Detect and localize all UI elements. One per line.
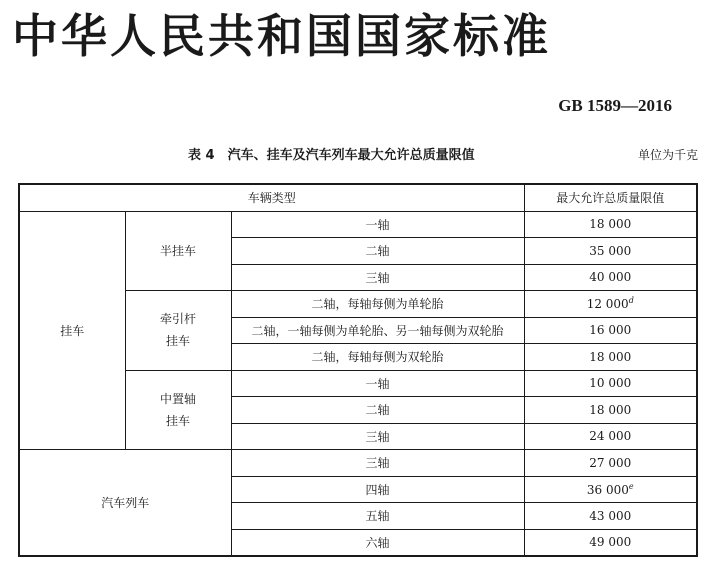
table-row [19, 211, 697, 238]
drawbar-label-line1: 牵引杆 [159, 312, 196, 327]
table-caption: 表 4 汽车、挂车及汽车列车最大允许总质量限值 [188, 148, 475, 163]
axle-cell: 二轴，每轴每侧为单轮胎 [231, 291, 524, 318]
standard-title: 中华人民共和国国家标准 [12, 9, 551, 63]
limit-value: 36 000 [586, 482, 629, 497]
limit-cell [524, 476, 697, 503]
footnote-mark: e [628, 481, 634, 491]
axle-cell: 二轴 [231, 238, 524, 265]
axle-cell: 一轴 [231, 370, 524, 397]
center-label-line1: 中置轴 [159, 391, 196, 406]
axle-cell: 一轴 [231, 211, 524, 238]
axle-cell: 二轴，每轴每侧为双轮胎 [231, 344, 524, 371]
limit-cell: 43 000 [524, 503, 697, 530]
limit-cell: 10 000 [524, 370, 697, 397]
limit-cell: 18 000 [524, 397, 697, 424]
subcategory-semi-trailer: 半挂车 [125, 211, 231, 291]
limit-cell: 49 000 [524, 529, 697, 556]
limit-cell: 40 000 [524, 264, 697, 291]
mass-limit-table [18, 183, 698, 557]
center-label-line2: 挂车 [165, 413, 190, 428]
limit-cell: 35 000 [524, 238, 697, 265]
table-unit: 单位为千克 [637, 148, 698, 162]
header-mass-limit: 最大允许总质量限值 [524, 184, 697, 211]
standard-number: GB 1589—2016 [558, 96, 672, 115]
axle-cell: 二轴，一轴每侧为单轮胎、另一轴每侧为双轮胎 [231, 317, 524, 344]
limit-cell: 16 000 [524, 317, 697, 344]
drawbar-label-line2: 挂车 [165, 334, 190, 349]
axle-cell: 五轴 [231, 503, 524, 530]
axle-cell: 三轴 [231, 264, 524, 291]
axle-cell: 六轴 [231, 529, 524, 556]
limit-cell: 24 000 [524, 423, 697, 450]
footnote-mark: d [628, 296, 634, 306]
axle-cell: 四轴 [231, 476, 524, 503]
limit-cell: 18 000 [524, 211, 697, 238]
limit-cell [524, 291, 697, 318]
axle-cell: 二轴 [231, 397, 524, 424]
header-vehicle-type: 车辆类型 [19, 184, 524, 211]
table-header-row [19, 184, 697, 211]
axle-cell: 三轴 [231, 450, 524, 477]
limit-value: 12 000 [586, 297, 629, 312]
table-row [19, 450, 697, 477]
axle-cell: 三轴 [231, 423, 524, 450]
subcategory-center-axle-trailer [125, 370, 231, 450]
limit-cell: 18 000 [524, 344, 697, 371]
limit-cell: 27 000 [524, 450, 697, 477]
category-combination: 汽车列车 [19, 450, 231, 557]
subcategory-drawbar-trailer [125, 291, 231, 371]
category-trailer: 挂车 [19, 211, 125, 450]
